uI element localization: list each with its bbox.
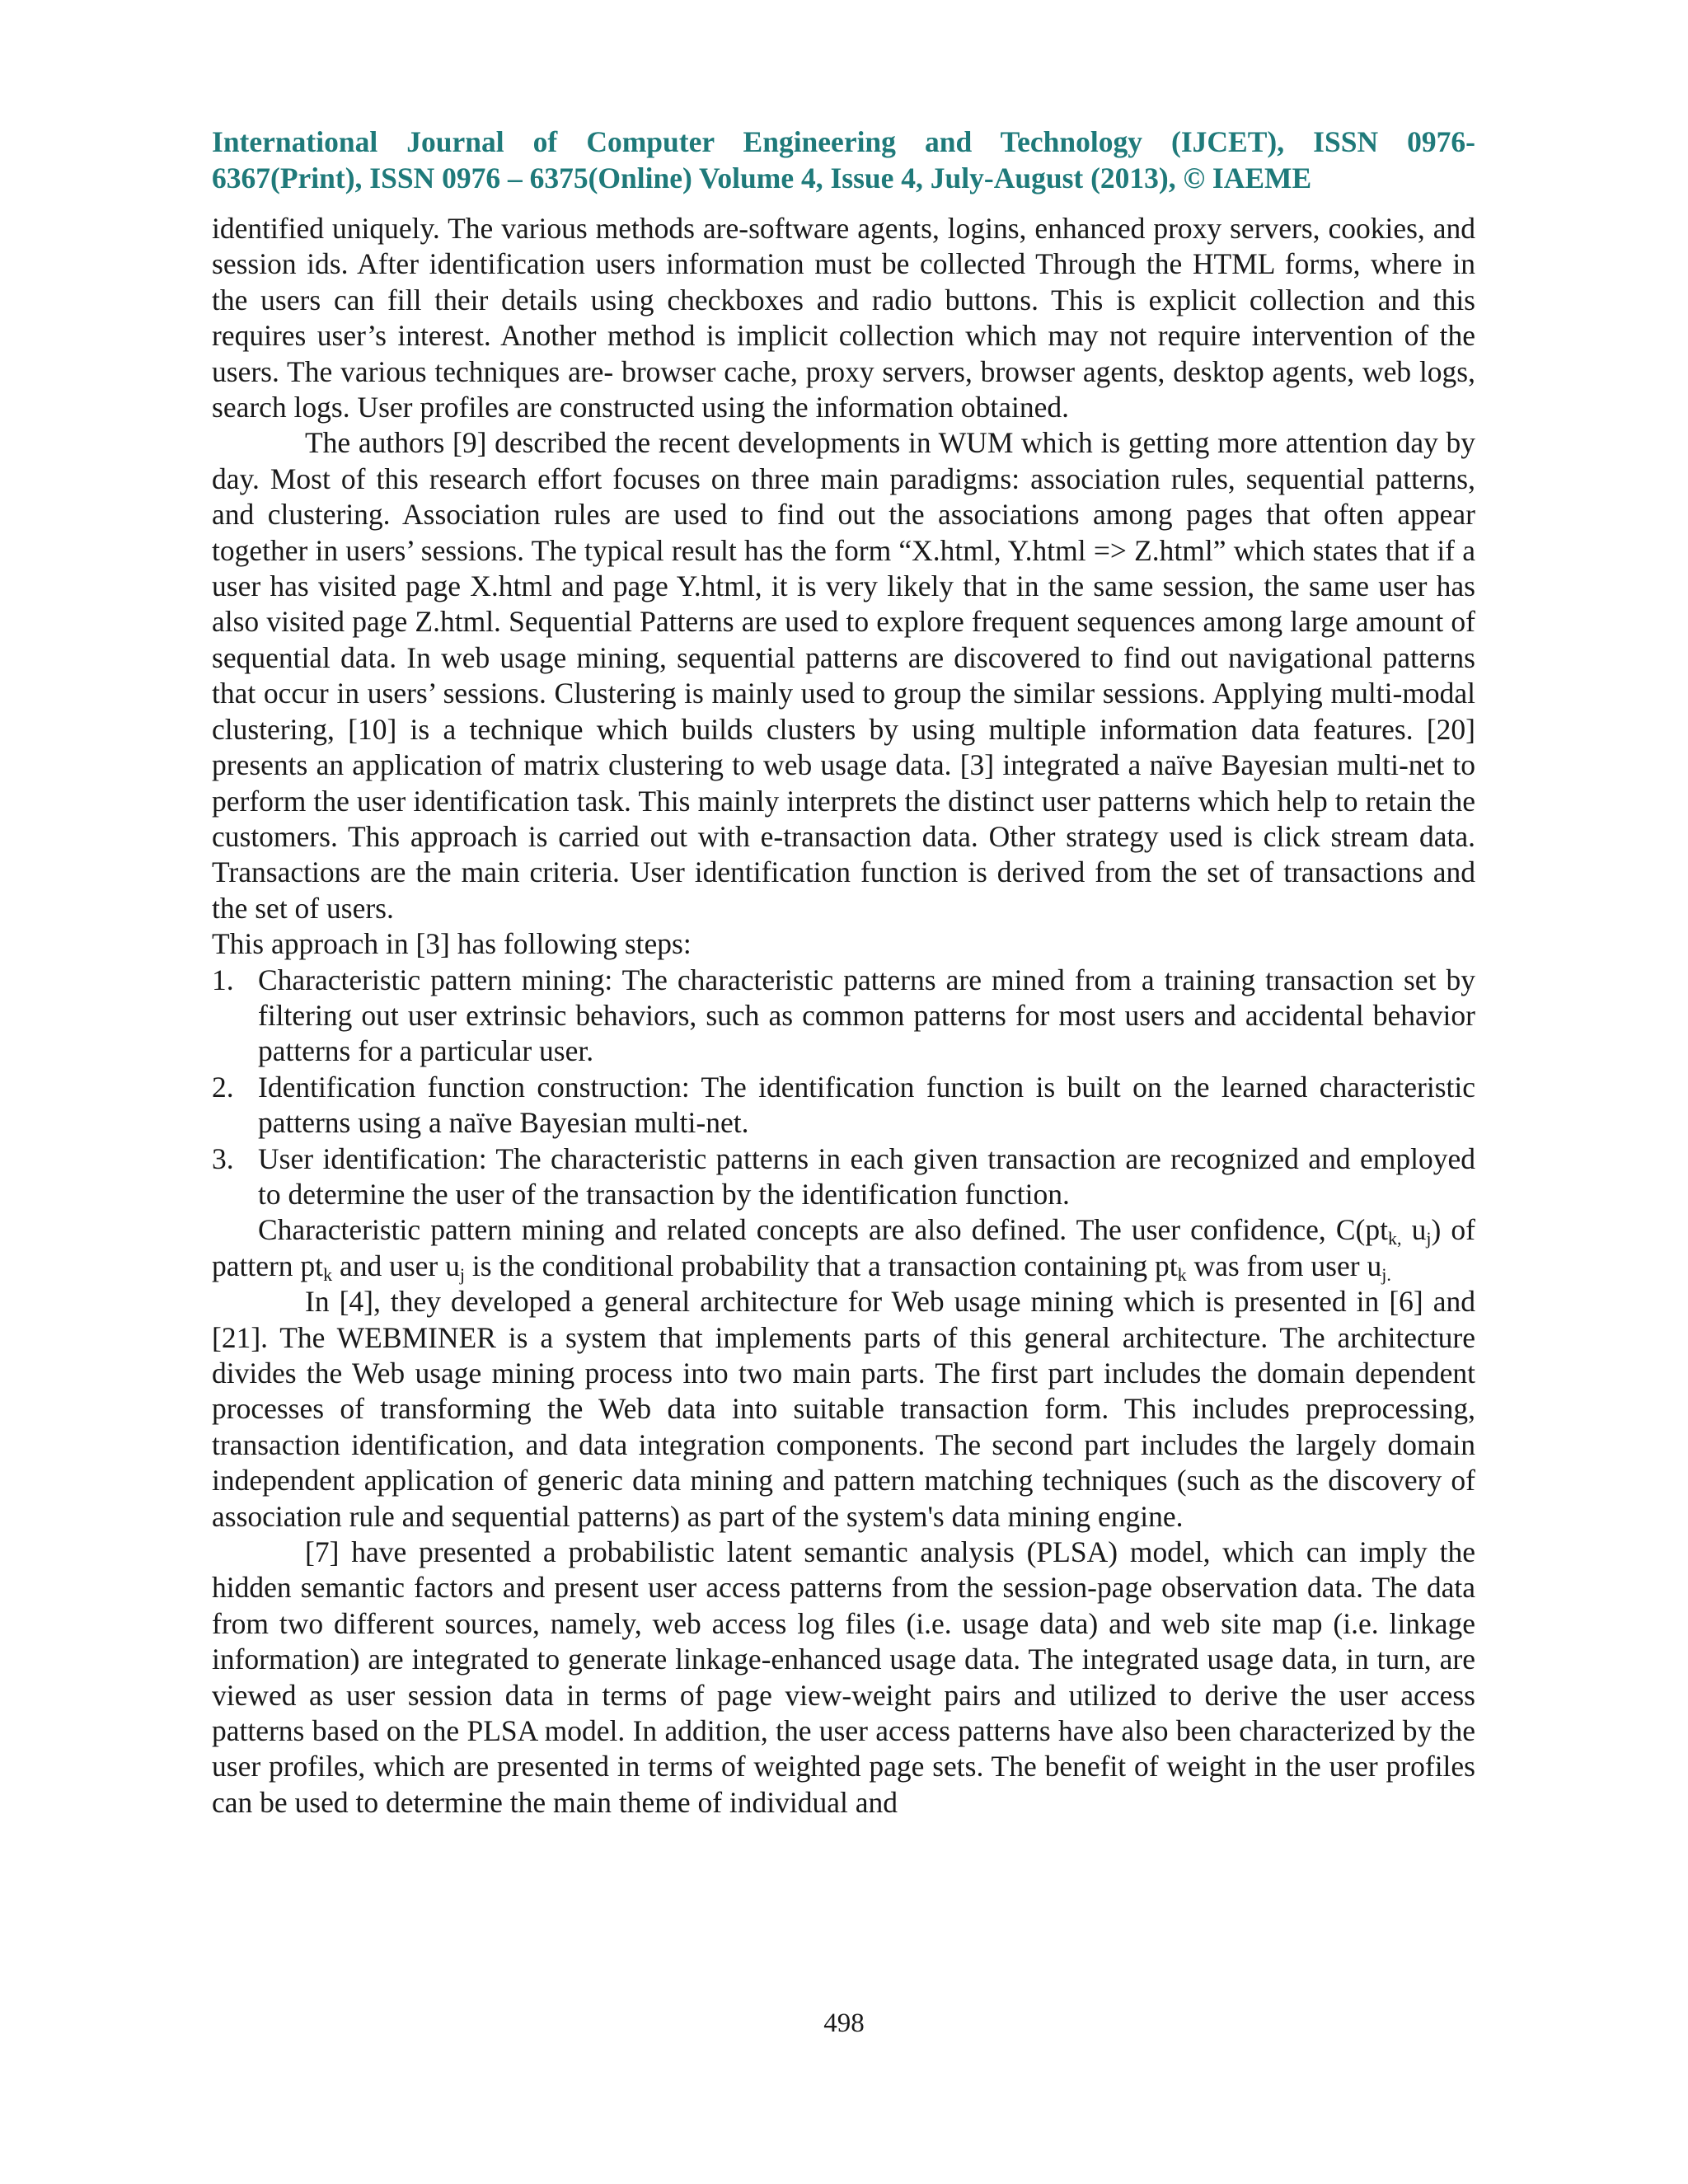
p5-a: ) of pattern pt [212,1213,1475,1282]
list-item-text: Identification function construction: The identification function is built on the learned characteristic patterns using a naïve Bayesian multi-net. [258,1070,1475,1140]
list-item-number: 2. [212,1070,234,1104]
journal-header [212,124,1475,196]
p5-b: and user u [332,1249,460,1282]
p5-intro: Characteristic pattern mining and related concepts are also defined. The user confidence, C(pt [258,1213,1388,1247]
body-text [212,211,1475,1821]
p5-d: was from user u [1186,1249,1382,1282]
list-item-number: 1. [212,963,234,996]
list-item-text: Characteristic pattern mining: The characteristic patterns are mined from a training transaction set by filtering out user extrinsic behaviors, such as common patterns for most users and accidental behavior patterns for a particular user. [258,963,1475,1068]
paragraph-7: [7] have presented a probabilistic latent semantic analysis (PLSA) model, which can imply the hidden semantic factors and present user access patterns from the session-page observation data. The data from two different sources, namely, web access log files (i.e. usage data) and web site map (i.e. linkage information) are integrated to generate linkage-enhanced usage data. The integrated usage data, in turn, are viewed as user session data in terms of page view-weight pairs and utilized to derive the user access patterns based on the PLSA model. In addition, the user access patterns have also been characterized by the user profiles, which are presented in terms of weighted page sets. The benefit of weight in the user profiles can be used to determine the main theme of individual and [212,1535,1475,1819]
list-item-text: User identification: The characteristic patterns in each given transaction are recognized and employed to determine the user of the transaction by the identification function. [258,1141,1475,1211]
paragraph-1: identified uniquely. The various methods are-software agents, logins, enhanced proxy servers, cookies, and session ids. After identification users information must be collected Through the HTML forms, where in the users can fill their details using checkboxes and radio buttons. This is explicit collection and this requires user’s interest. Another method is implicit collection which may not require intervention of the users. The various techniques are- browser cache, proxy servers, browser agents, desktop agents, web logs, search logs. User profiles are constructed using the information obtained. [212,212,1475,424]
list-item [212,1141,1475,1213]
subscript-j: j [1426,1228,1432,1249]
paragraph-5 [212,1212,1475,1284]
header-line-1: International Journal of Computer Engineering and Technology (IJCET), ISSN 0976- [212,125,1475,158]
page-number: 498 [823,2008,865,2038]
paragraph-3: This approach in [3] has following steps: [212,927,692,961]
subscript-k: k [323,1263,333,1285]
list-item [212,963,1475,1070]
p5-u: u [1401,1213,1427,1247]
paragraph-2: The authors [9] described the recent developments in WUM which is getting more attention day by day. Most of this research effort focuses on three main paradigms: association rules, sequential patterns, and clustering. Association rules are used to find out the associations among pages that often appear together in users’ sessions. The typical result has the form “X.html, Y.html => Z.html” which states that if a user has visited page X.html and page Y.html, it is very likely that in the same session, the same user has also visited page Z.html. Sequential Patterns are used to explore frequent sequences among large amount of sequential data. In web usage mining, sequential patterns are discovered to find out navigational patterns that occur in users’ sessions. Clustering is mainly used to group the similar sessions. Applying multi-modal clustering, [10] is a technique which builds clusters by using multiple information data features. [20] presents an application of matrix clustering to web usage data. [3] integrated a naïve Bayesian multi-net to perform the user identification task. This mainly interprets the distinct user patterns which help to retain the customers. This approach is carried out with e-transaction data. Other strategy used is click stream data. Transactions are the main criteria. User identification function is derived from the set of transactions and the set of users. [212,426,1475,925]
list-item [212,1070,1475,1141]
p5-c: is the conditional probability that a transaction containing pt [464,1249,1178,1282]
subscript-j-dot: j. [1381,1263,1391,1285]
paragraph-6: In [4], they developed a general architecture for Web usage mining which is presented in [6] and [21]. The WEBMINER is a system that implements parts of this general architecture. The architecture divides the Web usage mining process into two main parts. The first part includes the domain dependent processes of transforming the Web data into suitable transaction form. This includes preprocessing, transaction identification, and data integration components. The second part includes the largely domain independent application of generic data mining and pattern matching techniques (such as the discovery of association rule and sequential patterns) as part of the system's data mining engine. [212,1285,1475,1533]
subscript-k: k [1177,1263,1187,1285]
list-item-number: 3. [212,1141,234,1175]
subscript-j: j [459,1263,465,1285]
header-line-2: 6367(Print), ISSN 0976 – 6375(Online) Volume 4, Issue 4, July-August (2013), © IAEME [212,162,1312,194]
steps-list [212,963,1475,1213]
paper-page [212,124,1475,1821]
subscript-k-comma: k, [1387,1228,1402,1249]
